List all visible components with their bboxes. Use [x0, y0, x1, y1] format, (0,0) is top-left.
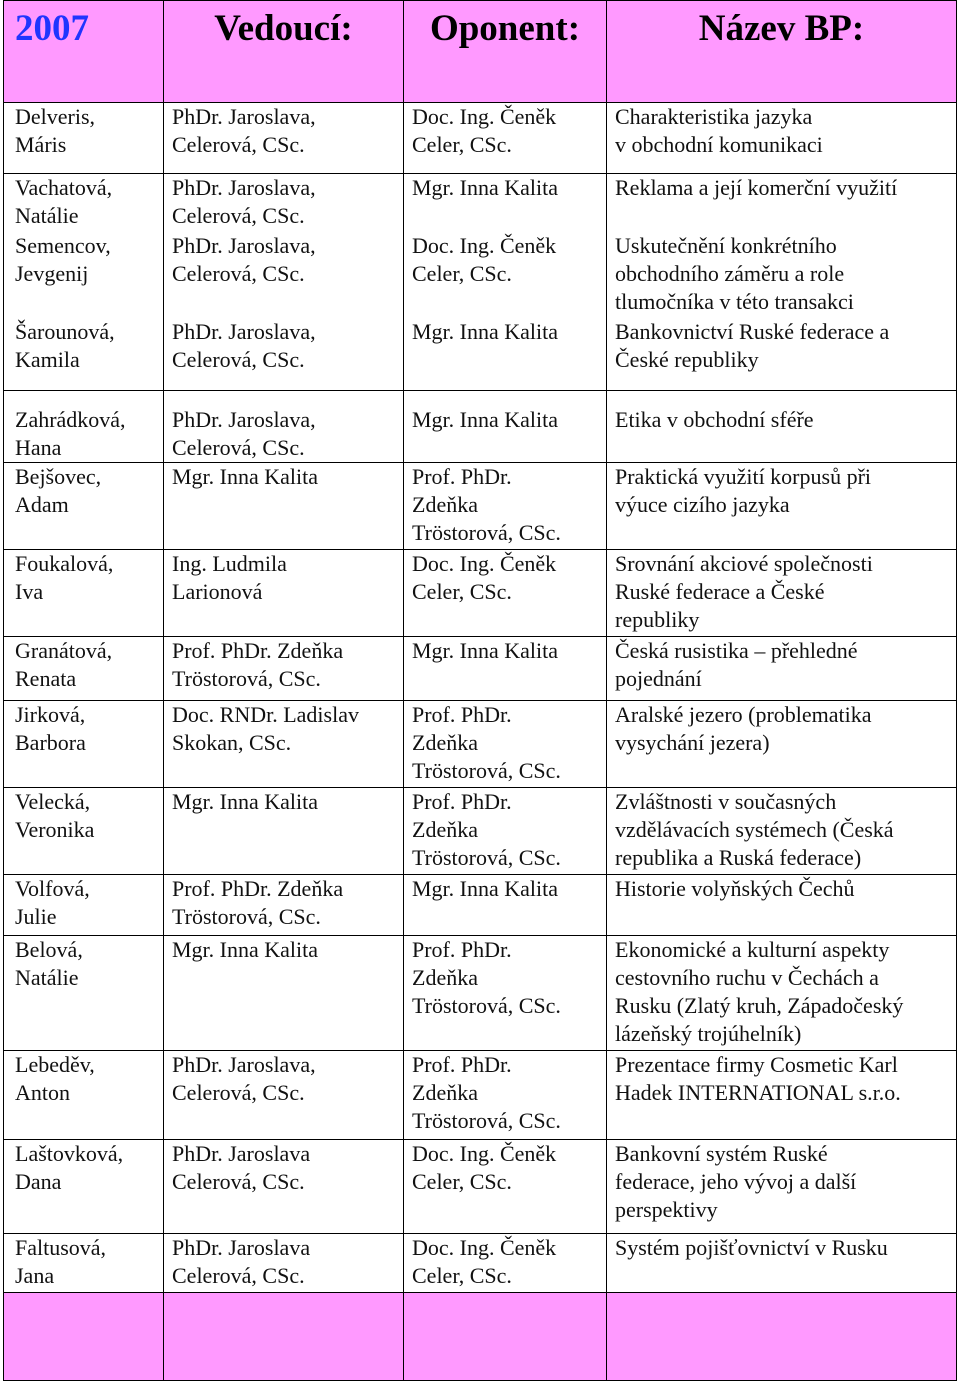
- table-row: [4, 1140, 957, 1234]
- table-row: [4, 103, 957, 174]
- student-cell-line: Anton: [15, 1080, 70, 1105]
- supervisor-cell-line: Celerová, CSc.: [172, 435, 305, 460]
- supervisor-cell-line: Tröstorová, CSc.: [172, 904, 321, 929]
- supervisor-cell: [164, 103, 404, 174]
- supervisor-cell: [164, 232, 404, 318]
- title-cell-line: České republiky: [615, 347, 759, 372]
- opponent-cell-line: Mgr. Inna Kalita: [412, 319, 559, 344]
- opponent-cell-line: Zdeňka: [412, 965, 478, 990]
- student-cell-line: Šarounová,: [15, 319, 115, 344]
- student-cell-line: Veronika: [15, 817, 95, 842]
- student-cell-line: Granátová,: [15, 638, 113, 663]
- title-cell-line: Etika v obchodní sféře: [615, 407, 814, 432]
- title-cell-line: Hadek INTERNATIONAL s.r.o.: [615, 1080, 901, 1105]
- student-cell: [4, 637, 164, 701]
- student-cell-line: Vachatová,: [15, 175, 113, 200]
- student-cell-line: Belová,: [15, 937, 83, 962]
- student-cell-line: Máris: [15, 132, 67, 157]
- opponent-cell-line: Prof. PhDr.: [412, 464, 512, 489]
- table-row: [4, 174, 957, 233]
- title-cell-line: Rusku (Zlatý kruh, Západočeský: [615, 993, 904, 1018]
- title-cell-line: Uskutečnění konkrétního: [615, 233, 837, 258]
- table-row: [4, 936, 957, 1051]
- student-cell: [4, 1051, 164, 1140]
- title-cell-line: Prezentace firmy Cosmetic Karl: [615, 1052, 898, 1077]
- student-cell: [4, 318, 164, 391]
- title-cell-line: Česká rusistika – přehledné: [615, 638, 858, 663]
- opponent-cell: [404, 463, 607, 550]
- opponent-cell-line: Doc. Ing. Čeněk: [412, 104, 557, 129]
- supervisor-cell: [164, 318, 404, 391]
- title-cell-line: Ruské federace a České: [615, 579, 825, 604]
- supervisor-cell: [164, 875, 404, 936]
- supervisor-cell-line: Larionová: [172, 579, 263, 604]
- student-cell-line: Jirková,: [15, 702, 86, 727]
- opponent-cell-line: Zdeňka: [412, 817, 478, 842]
- supervisor-cell-line: Mgr. Inna Kalita: [172, 789, 319, 814]
- student-cell-line: Lebeděv,: [15, 1052, 95, 1077]
- title-cell: [607, 174, 957, 233]
- title-cell-line: tlumočníka v této transakci: [615, 289, 854, 314]
- supervisor-cell: [164, 1234, 404, 1293]
- title-cell: [607, 1051, 957, 1140]
- title-cell: [607, 936, 957, 1051]
- opponent-cell: [404, 637, 607, 701]
- title-cell-line: Praktická využití korpusů při: [615, 464, 872, 489]
- supervisor-cell-line: Ing. Ludmila: [172, 551, 287, 576]
- supervisor-cell: [164, 550, 404, 637]
- supervisor-cell: [164, 788, 404, 875]
- student-cell-line: Bejšovec,: [15, 464, 102, 489]
- table-row: [4, 637, 957, 701]
- opponent-cell: [404, 318, 607, 391]
- title-cell-line: perspektivy: [615, 1197, 718, 1222]
- opponent-cell-line: Zdeňka: [412, 730, 478, 755]
- opponent-cell: [404, 550, 607, 637]
- opponent-cell-line: Tröstorová, CSc.: [412, 993, 561, 1018]
- supervisor-cell-line: PhDr. Jaroslava: [172, 1141, 311, 1166]
- supervisor-cell-line: Tröstorová, CSc.: [172, 666, 321, 691]
- opponent-cell: [404, 174, 607, 233]
- opponent-cell-line: Celer, CSc.: [412, 1263, 512, 1288]
- opponent-cell: [404, 103, 607, 174]
- title-cell-line: republika a Ruská federace): [615, 845, 862, 870]
- title-cell: [607, 1234, 957, 1293]
- supervisor-cell-line: Celerová, CSc.: [172, 261, 305, 286]
- supervisor-cell-line: Mgr. Inna Kalita: [172, 464, 319, 489]
- student-cell-line: Hana: [15, 435, 62, 460]
- table-row: [4, 318, 957, 391]
- opponent-cell-line: Mgr. Inna Kalita: [412, 175, 559, 200]
- opponent-cell-line: Tröstorová, CSc.: [412, 1108, 561, 1133]
- table-row: [4, 232, 957, 318]
- supervisor-cell-line: PhDr. Jaroslava,: [172, 1052, 316, 1077]
- opponent-cell: [404, 936, 607, 1051]
- student-cell-line: Adam: [15, 492, 69, 517]
- opponent-cell-line: Mgr. Inna Kalita: [412, 638, 559, 663]
- opponent-cell-line: Tröstorová, CSc.: [412, 520, 561, 545]
- opponent-cell-line: Mgr. Inna Kalita: [412, 407, 559, 432]
- opponent-cell: [404, 1234, 607, 1293]
- table-row: [4, 391, 957, 463]
- opponent-cell-line: Mgr. Inna Kalita: [412, 876, 559, 901]
- table-row: [4, 463, 957, 550]
- header-year: 2007: [4, 1, 164, 103]
- title-cell-line: Srovnání akciové společnosti: [615, 551, 873, 576]
- supervisor-cell: [164, 701, 404, 788]
- student-cell: [4, 463, 164, 550]
- student-cell-line: Foukalová,: [15, 551, 114, 576]
- title-cell: [607, 318, 957, 391]
- student-cell-line: Iva: [15, 579, 44, 604]
- opponent-cell-line: Doc. Ing. Čeněk: [412, 233, 557, 258]
- title-cell: [607, 232, 957, 318]
- supervisor-cell-line: PhDr. Jaroslava,: [172, 407, 316, 432]
- footer-row: [4, 1293, 957, 1381]
- student-cell: [4, 936, 164, 1051]
- title-cell-line: cestovního ruchu v Čechách a: [615, 965, 879, 990]
- title-cell-line: pojednání: [615, 666, 702, 691]
- title-cell: [607, 701, 957, 788]
- footer-cell: [4, 1293, 164, 1381]
- title-cell: [607, 391, 957, 463]
- student-cell: [4, 701, 164, 788]
- title-cell-line: Aralské jezero (problematika: [615, 702, 872, 727]
- opponent-cell-line: Doc. Ing. Čeněk: [412, 1141, 557, 1166]
- student-cell-line: Jana: [15, 1263, 55, 1288]
- title-cell-line: Systém pojišťovnictví v Rusku: [615, 1235, 888, 1260]
- title-cell: [607, 103, 957, 174]
- student-cell: [4, 1140, 164, 1234]
- supervisor-cell-line: Prof. PhDr. Zdeňka: [172, 638, 344, 663]
- supervisor-cell-line: Mgr. Inna Kalita: [172, 937, 319, 962]
- student-cell: [4, 788, 164, 875]
- title-cell-line: republiky: [615, 607, 700, 632]
- student-cell-line: Dana: [15, 1169, 62, 1194]
- student-cell-line: Natálie: [15, 203, 79, 228]
- table-row: [4, 875, 957, 936]
- title-cell-line: Historie volyňských Čechů: [615, 876, 855, 901]
- opponent-cell: [404, 232, 607, 318]
- opponent-cell-line: Tröstorová, CSc.: [412, 758, 561, 783]
- student-cell-line: Barbora: [15, 730, 86, 755]
- supervisor-cell-line: Celerová, CSc.: [172, 1263, 305, 1288]
- supervisor-cell-line: Skokan, CSc.: [172, 730, 292, 755]
- opponent-cell-line: Celer, CSc.: [412, 132, 512, 157]
- student-cell-line: Renata: [15, 666, 77, 691]
- supervisor-cell: [164, 637, 404, 701]
- supervisor-cell-line: PhDr. Jaroslava,: [172, 319, 316, 344]
- opponent-cell: [404, 1051, 607, 1140]
- supervisor-cell-line: Celerová, CSc.: [172, 1080, 305, 1105]
- opponent-cell: [404, 875, 607, 936]
- opponent-cell: [404, 1140, 607, 1234]
- supervisor-cell-line: Doc. RNDr. Ladislav: [172, 702, 359, 727]
- opponent-cell: [404, 701, 607, 788]
- title-cell: [607, 1140, 957, 1234]
- header-opponent: Oponent:: [404, 1, 607, 103]
- title-cell-line: výuce cizího jazyka: [615, 492, 790, 517]
- supervisor-cell: [164, 391, 404, 463]
- title-cell-line: Reklama a její komerční využití: [615, 175, 898, 200]
- opponent-cell-line: Prof. PhDr.: [412, 937, 512, 962]
- thesis-table-page: [3, 0, 956, 1366]
- opponent-cell-line: Zdeňka: [412, 1080, 478, 1105]
- title-cell-line: lázeňský trojúhelník): [615, 1021, 802, 1046]
- opponent-cell-line: Prof. PhDr.: [412, 1052, 512, 1077]
- supervisor-cell: [164, 174, 404, 233]
- title-cell-line: Zvláštnosti v současných: [615, 789, 837, 814]
- title-cell-line: vysychání jezera): [615, 730, 770, 755]
- opponent-cell-line: Doc. Ing. Čeněk: [412, 551, 557, 576]
- title-cell-line: Charakteristika jazyka: [615, 104, 813, 129]
- student-cell-line: Jevgenij: [15, 261, 89, 286]
- supervisor-cell: [164, 463, 404, 550]
- footer-cell: [164, 1293, 404, 1381]
- header-supervisor: Vedoucí:: [164, 1, 404, 103]
- student-cell: [4, 550, 164, 637]
- student-cell-line: Zahrádková,: [15, 407, 126, 432]
- header-title: Název BP:: [607, 1, 957, 103]
- student-cell-line: Volfová,: [15, 876, 90, 901]
- opponent-cell: [404, 788, 607, 875]
- title-cell-line: obchodního záměru a role: [615, 261, 845, 286]
- student-cell-line: Natálie: [15, 965, 79, 990]
- supervisor-cell: [164, 936, 404, 1051]
- student-cell: [4, 1234, 164, 1293]
- title-cell: [607, 875, 957, 936]
- title-cell-line: Bankovnictví Ruské federace a: [615, 319, 890, 344]
- thesis-table: [3, 0, 957, 1381]
- opponent-cell-line: Zdeňka: [412, 492, 478, 517]
- student-cell: [4, 875, 164, 936]
- supervisor-cell-line: Prof. PhDr. Zdeňka: [172, 876, 344, 901]
- opponent-cell: [404, 391, 607, 463]
- student-cell-line: Velecká,: [15, 789, 91, 814]
- opponent-cell-line: Celer, CSc.: [412, 261, 512, 286]
- student-cell-line: Laštovková,: [15, 1141, 124, 1166]
- title-cell-line: federace, jeho vývoj a další: [615, 1169, 857, 1194]
- supervisor-cell-line: PhDr. Jaroslava,: [172, 175, 316, 200]
- title-cell: [607, 788, 957, 875]
- supervisor-cell-line: PhDr. Jaroslava: [172, 1235, 311, 1260]
- title-cell: [607, 550, 957, 637]
- table-row: [4, 550, 957, 637]
- student-cell-line: Delveris,: [15, 104, 96, 129]
- supervisor-cell-line: Celerová, CSc.: [172, 203, 305, 228]
- opponent-cell-line: Doc. Ing. Čeněk: [412, 1235, 557, 1260]
- title-cell: [607, 463, 957, 550]
- opponent-cell-line: Prof. PhDr.: [412, 789, 512, 814]
- opponent-cell-line: Celer, CSc.: [412, 579, 512, 604]
- student-cell: [4, 391, 164, 463]
- student-cell-line: Semencov,: [15, 233, 111, 258]
- opponent-cell-line: Prof. PhDr.: [412, 702, 512, 727]
- supervisor-cell: [164, 1140, 404, 1234]
- supervisor-cell-line: Celerová, CSc.: [172, 132, 305, 157]
- footer-cell: [404, 1293, 607, 1381]
- table-row: [4, 1051, 957, 1140]
- title-cell: [607, 637, 957, 701]
- student-cell: [4, 174, 164, 233]
- student-cell-line: Kamila: [15, 347, 80, 372]
- student-cell-line: Julie: [15, 904, 57, 929]
- supervisor-cell-line: Celerová, CSc.: [172, 347, 305, 372]
- footer-cell: [607, 1293, 957, 1381]
- table-row: [4, 1234, 957, 1293]
- opponent-cell-line: Tröstorová, CSc.: [412, 845, 561, 870]
- table-row: [4, 701, 957, 788]
- student-cell-line: Faltusová,: [15, 1235, 107, 1260]
- supervisor-cell: [164, 1051, 404, 1140]
- title-cell-line: Bankovní systém Ruské: [615, 1141, 828, 1166]
- title-cell-line: v obchodní komunikaci: [615, 132, 823, 157]
- supervisor-cell-line: PhDr. Jaroslava,: [172, 104, 316, 129]
- title-cell-line: vzdělávacích systémech (Česká: [615, 817, 894, 842]
- student-cell: [4, 232, 164, 318]
- student-cell: [4, 103, 164, 174]
- supervisor-cell-line: PhDr. Jaroslava,: [172, 233, 316, 258]
- title-cell-line: Ekonomické a kulturní aspekty: [615, 937, 890, 962]
- supervisor-cell-line: Celerová, CSc.: [172, 1169, 305, 1194]
- opponent-cell-line: Celer, CSc.: [412, 1169, 512, 1194]
- header-row: [4, 1, 957, 103]
- table-row: [4, 788, 957, 875]
